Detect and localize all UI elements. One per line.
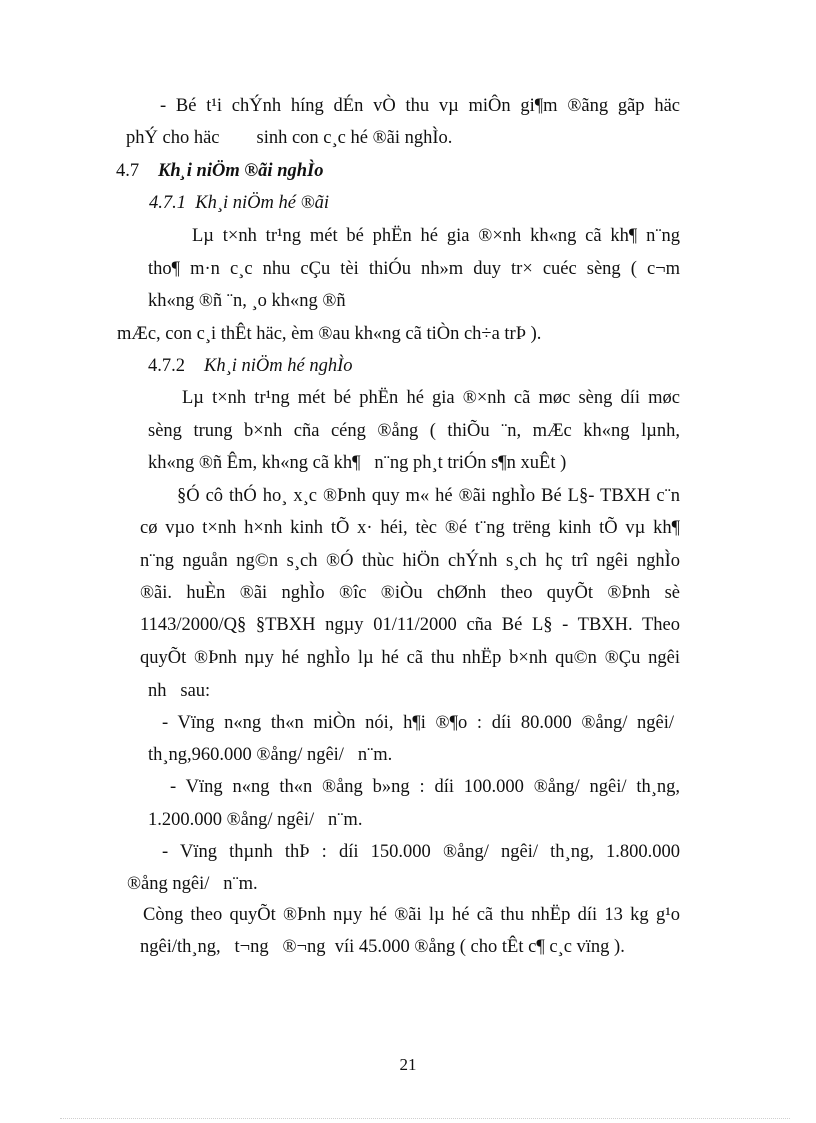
text-line: nh sau: (148, 681, 211, 701)
text-line: mÆc, con c¸i thÊt häc, èm ®au kh«ng cã tiÒn ch÷a trÞ ). (117, 324, 542, 344)
text-line: kh«ng ®ñ ¨n, ¸o kh«ng ®ñ (148, 291, 346, 311)
footer-divider (60, 1118, 790, 1119)
text-line: ®ång ngêi/ n¨m. (127, 874, 258, 894)
list-item: - Vïng n«ng th«n miÒn nói, h¶i ®¶o : díi 80.000 ®ång/ ngêi/ (162, 713, 674, 733)
list-item: - Vïng n«ng th«n ®ång b»ng : díi 100.000 ®ång/ ngêi/ th¸ng, (170, 777, 680, 797)
text-line: - Bé t¹i chÝnh híng dÉn vÒ thu vµ miÔn gi¶m ®ãng gãp häc (160, 96, 680, 116)
list-item: - Vïng thµnh thÞ : díi 150.000 ®ång/ ngêi/ th¸ng, 1.800.000 (162, 842, 680, 862)
text-line: quyÕt ®Þnh nµy hé nghÌo lµ hé cã thu nhËp b×nh qu©n ®Çu ngêi (140, 648, 680, 668)
text-line: ngêi/th¸ng, t¬ng ®¬ng víi 45.000 ®ång ( cho tÊt c¶ c¸c vïng ). (140, 937, 625, 957)
text-line: tho¶ m·n c¸c nhu cÇu tèi thiÓu nh»m duy tr× cuéc sèng ( c¬m (148, 259, 680, 279)
section-number: 4.7 (116, 161, 140, 181)
text-line: Lµ t×nh tr¹ng mét bé phËn hé gia ®×nh cã møc sèng díi møc (182, 388, 680, 408)
text-line: sèng trung b×nh cña céng ®ång ( thiÕu ¨n, mÆc kh«ng lµnh, (148, 421, 680, 441)
text-line: Còng theo quyÕt ®Þnh nµy hé ®ãi lµ hé cã thu nhËp díi 13 kg g¹o (143, 905, 680, 925)
text-line: kh«ng ®ñ Êm, kh«ng cã kh¶ n¨ng ph¸t triÓn s¶n xuÊt ) (148, 453, 567, 473)
text-line: phÝ cho häc sinh con c¸c hé ®ãi nghÌo. (126, 128, 453, 148)
text-line: th¸ng,960.000 ®ång/ ngêi/ n¨m. (148, 745, 393, 765)
subsection-number: 4.7.2 (148, 356, 185, 376)
text-line: Lµ t×nh tr¹ng mét bé phËn hé gia ®×nh kh«ng cã kh¶ n¨ng (192, 226, 680, 246)
subsection-heading: 4.7.1 Kh¸i niÖm hé ®ãi (149, 193, 330, 213)
page-number: 21 (399, 1055, 417, 1074)
text-line: §Ó cô thÓ ho¸ x¸c ®Þnh quy m« hé ®ãi nghÌo Bé L§- TBXH c¨n (177, 486, 680, 506)
text-line: ®ãi. huÈn ®ãi nghÌo ®îc ®iÒu chØnh theo quyÕt ®Þnh sè (140, 583, 680, 603)
subsection-heading: Kh¸i niÖm hé nghÌo (204, 356, 353, 376)
section-heading: Kh¸i niÖm ®ãi nghÌo (158, 161, 324, 181)
text-line: cø vµo t×nh h×nh kinh tÕ x· héi, tèc ®é t¨ng trëng kinh tÕ vµ kh¶ (140, 518, 680, 538)
text-line: 1143/2000/Q§ §TBXH ngµy 01/11/2000 cña Bé L§ - TBXH. Theo (140, 615, 680, 635)
text-line: n¨ng nguån ng©n s¸ch ®Ó thùc hiÖn chÝnh s¸ch hç trî ngêi nghÌo (140, 551, 680, 571)
text-line: 1.200.000 ®ång/ ngêi/ n¨m. (148, 810, 363, 830)
